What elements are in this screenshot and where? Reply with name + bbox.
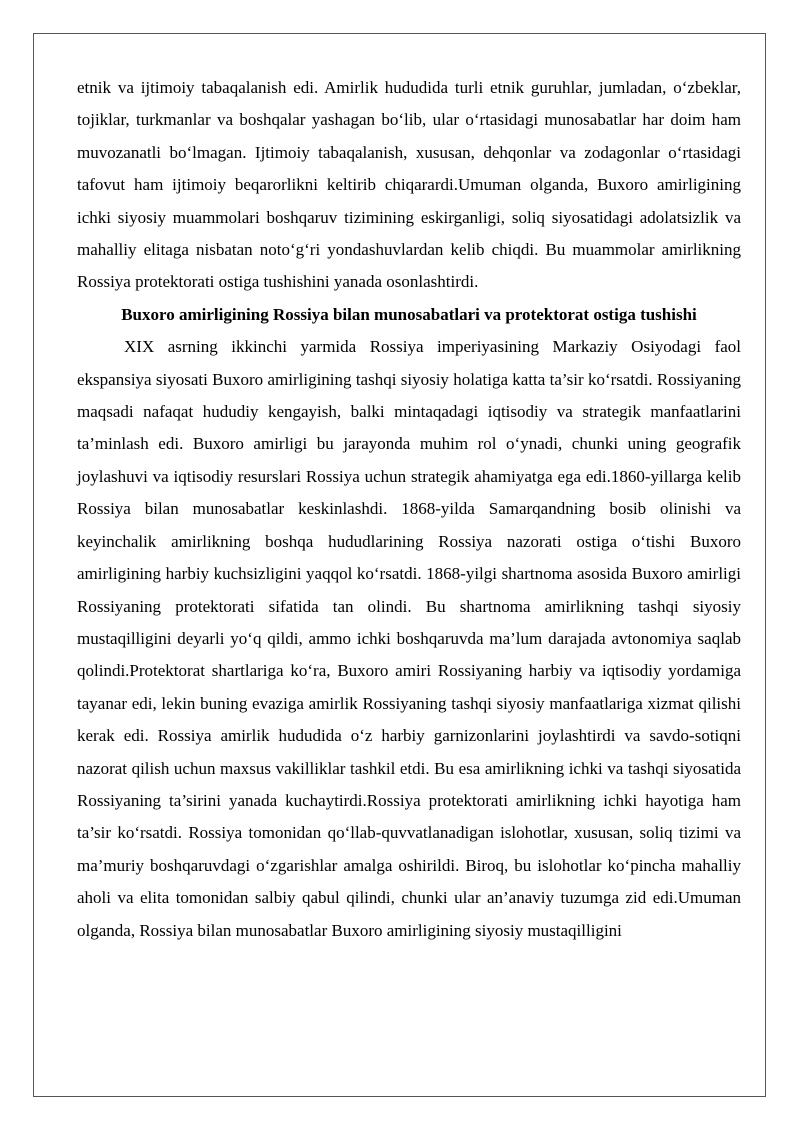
section-heading: Buxoro amirligining Rossiya bilan munosabatlari va protektorat ostiga tushishi: [121, 304, 697, 324]
paragraph-russia-relations: XIX asrning ikkinchi yarmida Rossiya imperiyasining Markaziy Osiyodagi faol ekspansiya siyosati Buxoro amirligining tashqi siyosiy holatiga katta ta’sir ko‘rsatdi. Rossiyaning maqsadi nafaqat hududiy kengayish, balki mintaqadagi iqtisodiy va strategik manfaatlarini ta’minlash edi. Buxoro amirligi bu jarayonda muhim rol o‘ynadi, chunki uning geografik joylashuvi va iqtisodiy resurslari Rossiya uchun strategik ahamiyatga ega edi.1860-yillarga kelib Rossiya bilan munosabatlar keskinlashdi. 1868-yilda Samarqandning bosib olinishi va keyinchalik amirlikning boshqa hududlarining Rossiya nazorati ostiga o‘tishi Buxoro amirligining harbiy kuchsizligini yaqqol ko‘rsatdi. 1868-yilgi shartnoma asosida Buxoro amirligi Rossiyaning protektorati sifatida tan olindi. Bu shartnoma amirlikning tashqi siyosiy mustaqilligini deyarli yo‘q qildi, ammo ichki boshqaruvda ma’lum darajada avtonomiya saqlab qolindi.Protektorat shartlariga ko‘ra, Buxoro amiri Rossiyaning harbiy va iqtisodiy yordamiga tayanar edi, lekin buning evaziga amirlik Rossiyaning tashqi siyosiy manfaatlariga xizmat qilishi kerak edi. Rossiya amirlik hududida o‘z harbiy garnizonlarini joylashtirdi va savdo-sotiqni nazorat qilish uchun maxsus vakilliklar tashkil etdi. Bu esa amirlikning ichki va tashqi siyosatida Rossiyaning ta’sirini yanada kuchaytirdi.Rossiya protektorati amirlikning ichki hayotiga ham ta’sir ko‘rsatdi. Rossiya tomonidan qo‘llab-quvvatlanadigan islohotlar, xususan, soliq tizimi va ma’muriy boshqaruvdagi o‘zgarishlar amalga oshirildi. Biroq, bu islohotlar ko‘pincha mahalliy aholi va elita tomonidan salbiy qabul qilindi, chunki ular an’anaviy tuzumga zid edi.Umuman olganda, Rossiya bilan munosabatlar Buxoro amirligining siyosiy mustaqilligini: [77, 337, 741, 940]
paragraph-internal-politics: etnik va ijtimoiy tabaqalanish edi. Amirlik hududida turli etnik guruhlar, jumladan, o‘zbeklar, tojiklar, turkmanlar va boshqalar yashagan bo‘lib, ular o‘rtasidagi munosabatlar har doim ham muvozanatli bo‘lmagan. Ijtimoiy tabaqalanish, xususan, dehqonlar va zodagonlar o‘rtasidagi tafovut ham ijtimoiy beqarorlikni keltirib chiqarardi.Umuman olganda, Buxoro amirligining ichki siyosiy muammolari boshqaruv tizimining eskirganligi, soliq siyosatidagi adolatsizlik va mahalliy elitaga nisbatan noto‘g‘ri yondashuvlardan kelib chiqdi. Bu muammolar amirlikning Rossiya protektorati ostiga tushishini yanada osonlashtirdi.: [77, 78, 741, 292]
document-body: [77, 72, 741, 947]
